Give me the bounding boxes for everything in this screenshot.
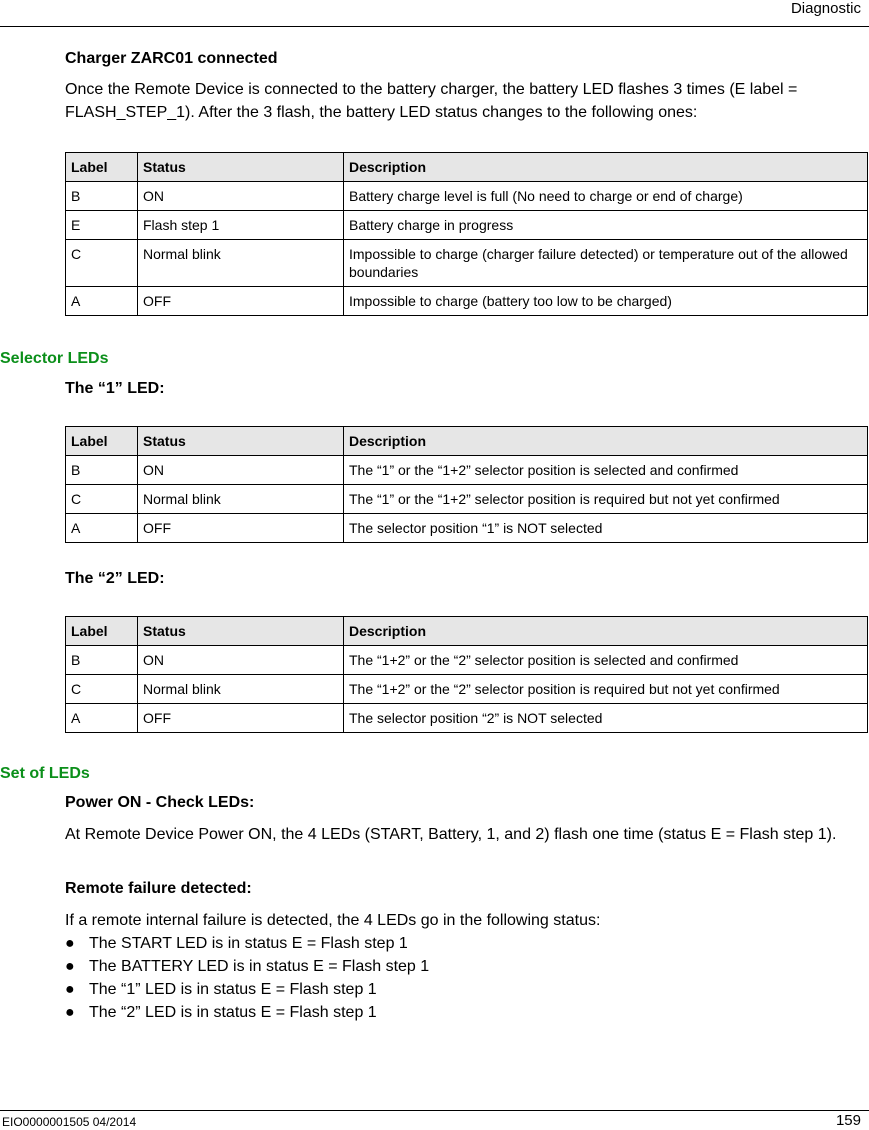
table-header-row [66, 153, 868, 182]
bullet-icon: ● [65, 958, 75, 975]
column-header-status: Status [138, 153, 344, 182]
cell-status: Normal blink [138, 240, 344, 287]
list-item [65, 932, 865, 955]
table-header-row [66, 427, 868, 456]
cell-label: E [66, 211, 138, 240]
cell-label: B [66, 456, 138, 485]
failure-heading: Remote failure detected: [65, 880, 252, 897]
column-header-description: Description [344, 153, 868, 182]
column-header-description: Description [344, 617, 868, 646]
failure-status-list [65, 932, 865, 1024]
cell-description: The “1+2” or the “2” selector position is selected and confirmed [344, 646, 868, 675]
table-row [66, 456, 868, 485]
cell-description: The “1” or the “1+2” selector position is selected and confirmed [344, 456, 868, 485]
table-row [66, 675, 868, 704]
document-reference: EIO0000001505 04/2014 [2, 1115, 137, 1129]
table-row [66, 287, 868, 316]
cell-description: The selector position “2” is NOT selected [344, 704, 868, 733]
cell-description: Impossible to charge (battery too low to be charged) [344, 287, 868, 316]
cell-status: ON [138, 182, 344, 211]
cell-status: OFF [138, 514, 344, 543]
list-item [65, 955, 865, 978]
table-header-row [66, 617, 868, 646]
cell-status: Normal blink [138, 485, 344, 514]
charger-led-table [65, 152, 868, 316]
list-item-text: The BATTERY LED is in status E = Flash step 1 [89, 958, 430, 975]
cell-label: B [66, 182, 138, 211]
list-item [65, 978, 865, 1001]
table-row [66, 211, 868, 240]
table-row [66, 240, 868, 287]
table-row [66, 646, 868, 675]
table-row [66, 704, 868, 733]
cell-status: OFF [138, 704, 344, 733]
cell-status: OFF [138, 287, 344, 316]
table-row [66, 485, 868, 514]
bullet-icon: ● [65, 935, 75, 952]
page-footer [0, 1110, 869, 1130]
cell-description: Battery charge in progress [344, 211, 868, 240]
page-header [0, 0, 869, 27]
cell-label: C [66, 675, 138, 704]
failure-text: If a remote internal failure is detected, the 4 LEDs go in the following status: [65, 912, 601, 929]
table-row [66, 182, 868, 211]
bullet-icon: ● [65, 981, 75, 998]
list-item [65, 1001, 865, 1024]
cell-label: C [66, 485, 138, 514]
header-title: Diagnostic [790, 0, 861, 17]
led1-table [65, 426, 868, 543]
column-header-status: Status [138, 427, 344, 456]
column-header-label: Label [66, 427, 138, 456]
cell-description: The “1” or the “1+2” selector position is required but not yet confirmed [344, 485, 868, 514]
led1-heading: The “1” LED: [65, 380, 165, 397]
cell-description: The selector position “1” is NOT selected [344, 514, 868, 543]
cell-description: Battery charge level is full (No need to charge or end of charge) [344, 182, 868, 211]
cell-label: A [66, 704, 138, 733]
cell-label: C [66, 240, 138, 287]
bullet-icon: ● [65, 1004, 75, 1021]
cell-description: Impossible to charge (charger failure detected) or temperature out of the allowed boundaries [344, 240, 868, 287]
cell-label: A [66, 514, 138, 543]
power-on-text: At Remote Device Power ON, the 4 LEDs (START, Battery, 1, and 2) flash one time (status E = Flash step 1). [65, 826, 837, 843]
led2-heading: The “2” LED: [65, 570, 165, 587]
table-row [66, 514, 868, 543]
cell-status: ON [138, 646, 344, 675]
page-number: 159 [835, 1112, 861, 1129]
cell-status: ON [138, 456, 344, 485]
column-header-label: Label [66, 153, 138, 182]
cell-label: A [66, 287, 138, 316]
selector-leds-heading: Selector LEDs [0, 350, 109, 367]
column-header-description: Description [344, 427, 868, 456]
cell-description: The “1+2” or the “2” selector position is required but not yet confirmed [344, 675, 868, 704]
cell-status: Normal blink [138, 675, 344, 704]
column-header-status: Status [138, 617, 344, 646]
charger-heading: Charger ZARC01 connected [65, 50, 278, 67]
list-item-text: The START LED is in status E = Flash step 1 [89, 935, 408, 952]
charger-paragraph: Once the Remote Device is connected to the battery charger, the battery LED flashes 3 times (E label = FLASH_STEP_1). After the 3 flash, the battery LED status changes to the following ones: [65, 81, 798, 121]
led2-table [65, 616, 868, 733]
set-of-leds-heading: Set of LEDs [0, 765, 90, 782]
power-on-heading: Power ON - Check LEDs: [65, 794, 255, 811]
list-item-text: The “2” LED is in status E = Flash step 1 [89, 1004, 377, 1021]
cell-status: Flash step 1 [138, 211, 344, 240]
column-header-label: Label [66, 617, 138, 646]
list-item-text: The “1” LED is in status E = Flash step 1 [89, 981, 377, 998]
cell-label: B [66, 646, 138, 675]
